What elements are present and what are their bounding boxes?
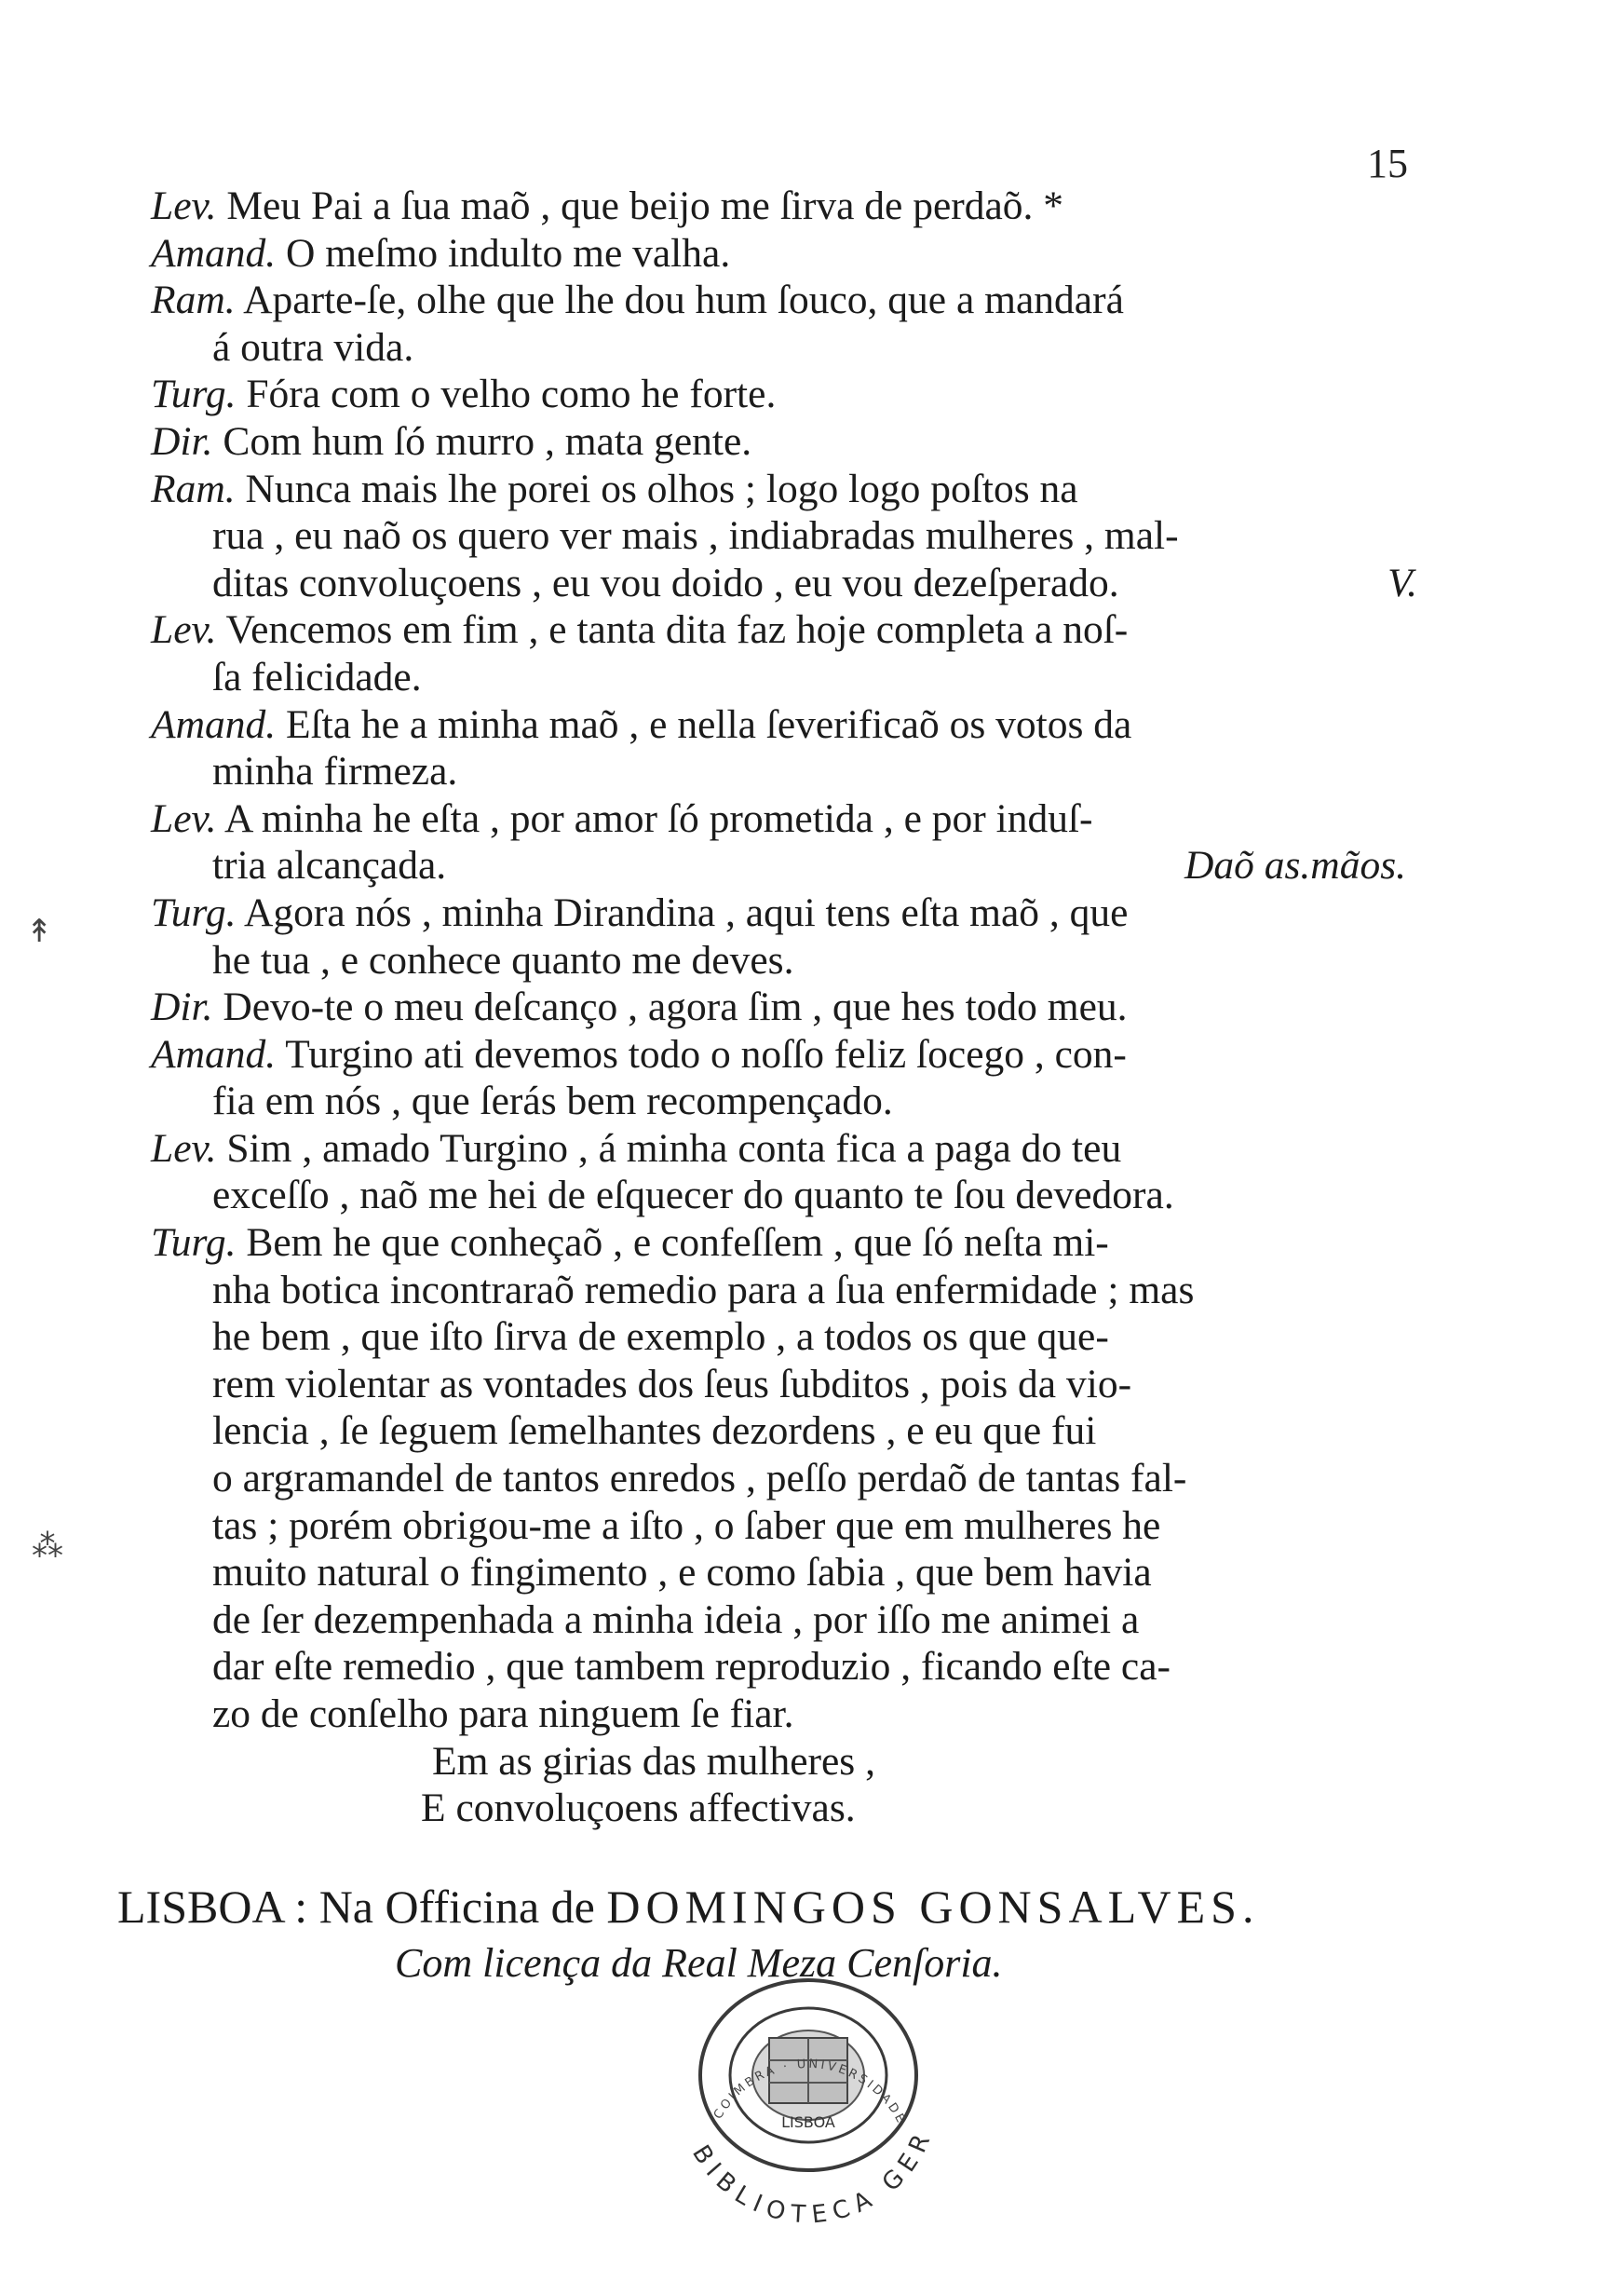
dialogue-line — [151, 1219, 1417, 1267]
speaker-name: Turg. — [151, 372, 237, 417]
line-text: minha firmeza. — [212, 749, 458, 794]
imprint-city: LISBOA : — [117, 1881, 308, 1933]
imprint — [117, 1880, 1402, 1934]
line-text: O meſmo indulto me valha. — [276, 230, 731, 276]
line-text: he bem , que iſto ſirva de exemplo , a todos os que que- — [212, 1314, 1109, 1360]
line-text: Meu Pai a ſua maõ , que beijo me ſirva de perdaõ. * — [216, 183, 1064, 228]
library-stamp — [641, 1973, 976, 2252]
line-text: Devo-te o meu deſcanço , agora ſim , que hes todo meu. — [212, 985, 1128, 1030]
speaker-name: Dir. — [151, 985, 213, 1030]
line-text: Nunca mais lhe porei os olhos ; logo logo poſtos na — [235, 466, 1078, 511]
line-text: de ſer dezempenhada a minha ideia , por iſſo me animei a — [212, 1596, 1140, 1642]
speaker-name: Turg. — [151, 1220, 237, 1266]
dialogue-line — [151, 560, 1417, 607]
line-text: dar eſte remedio , que tambem reproduzio , ficando eſte ca- — [212, 1644, 1171, 1690]
stamp-inner-text: LISBOA — [781, 2113, 835, 2131]
line-text: Com hum ſó murro , mata gente. — [212, 418, 752, 464]
line-text: Sim , amado Turgino , á minha conta fica a paga do teu — [216, 1125, 1122, 1171]
dialogue-line — [151, 466, 1417, 513]
dialogue-line — [151, 701, 1417, 749]
exit-mark: V. — [1387, 560, 1417, 605]
speaker-name: Lev. — [151, 1125, 217, 1171]
play-dialogue — [151, 183, 1417, 1832]
dialogue-line — [151, 183, 1417, 230]
line-text: fia em nós , que ſerás bem recompençado. — [212, 1079, 893, 1124]
dialogue-line — [151, 418, 1417, 466]
stamp-ring-textpath: COIMBRA · UNIVERSIDADE — [710, 2057, 909, 2128]
line-text: exceſſo , naõ me hei de eſquecer do quanto te ſou devedora. — [212, 1173, 1174, 1218]
margin-ink-mark: ⁂ — [32, 1528, 63, 1565]
dialogue-line — [151, 654, 1417, 701]
dialogue-line — [151, 1172, 1417, 1219]
dialogue-line — [151, 1455, 1417, 1502]
line-text: Vencemos em fim , e tanta dita faz hoje completa a noſ- — [216, 607, 1129, 653]
line-text: zo de conſelho para ninguem ſe fiar. — [212, 1691, 794, 1736]
dialogue-line — [151, 324, 1417, 372]
speaker-name: Amand. — [151, 701, 277, 747]
dialogue-line — [151, 1125, 1417, 1173]
stage-direction: Daõ as.mãos. — [1184, 843, 1406, 889]
line-text: muito natural o fingimento , e como ſabia , que bem havia — [212, 1550, 1152, 1596]
line-text: A minha he eſta , por amor ſó prometida , e por induſ- — [216, 795, 1093, 841]
dialogue-line — [151, 937, 1417, 985]
speaker-name: Amand. — [151, 1031, 277, 1077]
dialogue-line — [151, 984, 1417, 1031]
margin-ink-mark: ↟ — [26, 913, 53, 950]
dialogue-line — [151, 1267, 1417, 1314]
line-text: rua , eu naõ os quero ver mais , indiabradas mulheres , mal- — [212, 513, 1179, 559]
speaker-name: Ram. — [151, 278, 236, 323]
line-text: Em as girias das mulheres , — [432, 1738, 875, 1784]
dialogue-line — [151, 748, 1417, 795]
dialogue-line — [151, 1738, 1417, 1786]
dialogue-line — [151, 1031, 1417, 1079]
dialogue-line — [151, 371, 1417, 418]
line-text: Agora nós , minha Dirandina , aqui tens eſta maõ , que — [236, 889, 1129, 935]
speaker-name: Lev. — [151, 607, 217, 653]
stamp-outer-textpath: BIBLIOTECA GER — [686, 2125, 939, 2230]
line-text: lencia , ſe ſeguem ſemelhantes dezordens , e eu que fui — [212, 1408, 1097, 1454]
speaker-name: Amand. — [151, 230, 277, 276]
dialogue-line — [151, 1596, 1417, 1644]
dialogue-line — [151, 795, 1417, 843]
line-text: Fóra com o velho como he forte. — [236, 372, 777, 417]
line-text: ditas convoluçoens , eu vou doido , eu vou dezeſperado. — [212, 560, 1119, 605]
dialogue-line — [151, 1078, 1417, 1125]
line-text: E convoluçoens affectivas. — [421, 1786, 856, 1831]
speaker-name: Ram. — [151, 466, 236, 511]
dialogue-line — [151, 1785, 1417, 1832]
line-text: rem violentar as vontades dos ſeus ſubditos , pois da vio- — [212, 1361, 1132, 1406]
dialogue-line — [151, 1502, 1417, 1550]
dialogue-line — [151, 842, 1417, 889]
line-text: Bem he que conheçaõ , e confeſſem , que ſó neſta mi- — [236, 1220, 1109, 1266]
line-text: he tua , e conhece quanto me deves. — [212, 937, 794, 983]
line-text: Turgino ati devemos todo o noſſo feliz ſocego , con- — [276, 1031, 1127, 1077]
dialogue-line — [151, 889, 1417, 937]
dialogue-line — [151, 1549, 1417, 1596]
censorship-license: Com licença da Real Meza Cenſoria. — [395, 1940, 1003, 1986]
page-number: 15 — [1367, 141, 1408, 186]
library-stamp-seal — [641, 1973, 976, 2252]
dialogue-line — [151, 1643, 1417, 1691]
dialogue-line — [151, 1313, 1417, 1361]
dialogue-line — [151, 1407, 1417, 1455]
speaker-name: Lev. — [151, 183, 217, 228]
dialogue-line — [151, 1691, 1417, 1738]
imprint-printer: DOMINGOS GONSALVES. — [606, 1881, 1260, 1933]
line-text: nha botica incontraraõ remedio para a ſua enfermidade ; mas — [212, 1267, 1195, 1312]
dialogue-line — [151, 512, 1417, 560]
speaker-name: Turg. — [151, 889, 237, 935]
line-text: á outra vida. — [212, 324, 414, 370]
line-text: o argramandel de tantos enredos , peſſo perdaõ de tantas fal- — [212, 1456, 1187, 1501]
speaker-name: Dir. — [151, 418, 213, 464]
dialogue-line — [151, 277, 1417, 324]
speaker-name: Lev. — [151, 795, 217, 841]
dialogue-line — [151, 606, 1417, 654]
dialogue-line — [151, 1361, 1417, 1408]
line-text: tria alcançada. — [212, 843, 447, 889]
imprint-officina: Na Officina de — [307, 1881, 607, 1933]
line-text: ſa felicidade. — [212, 654, 422, 699]
line-text: Aparte-ſe, olhe que lhe dou hum ſouco, que a mandará — [235, 278, 1124, 323]
line-text: tas ; porém obrigou-me a iſto , o ſaber que em mulheres he — [212, 1502, 1161, 1548]
line-text: Eſta he a minha maõ , e nella ſeverificaõ os votos da — [276, 701, 1132, 747]
dialogue-line — [151, 230, 1417, 278]
